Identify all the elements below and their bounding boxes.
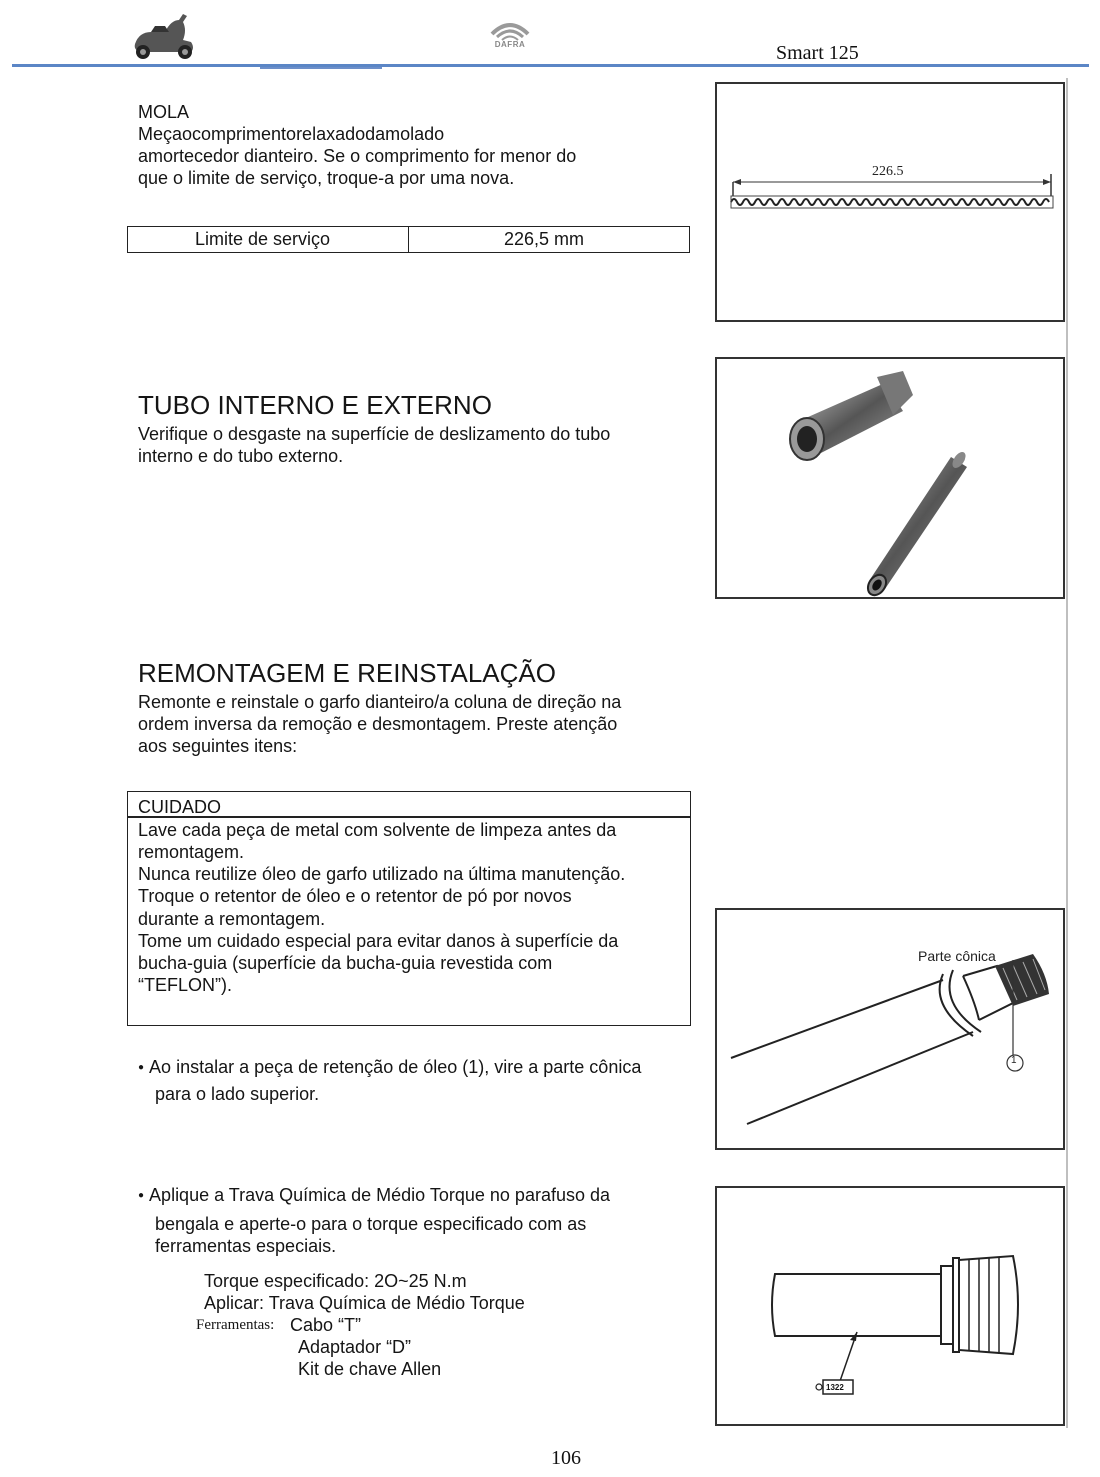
tools-label: Ferramentas: (196, 1317, 275, 1333)
tubes-text-line: Verifique o desgaste na superfície de deslizamento do tubo (138, 424, 611, 444)
oil-seal-illustration (717, 910, 1063, 1148)
callout-number: 1 (1011, 1055, 1017, 1066)
spring-heading: MOLA (138, 102, 190, 122)
caution-line: Nunca reutilize óleo de garfo utilizado na última manutenção. (138, 864, 626, 884)
bullet-oil-seal-continued: para o lado superior. (155, 1084, 320, 1104)
page-number: 106 (551, 1447, 581, 1469)
parts-tag-number: 1322 (826, 1383, 844, 1392)
dafra-logo-text: DAFRA (494, 40, 526, 49)
service-limit-table (127, 226, 690, 253)
tubes-illustration (717, 359, 1063, 597)
torque-apply: Aplicar: Trava Química de Médio Torque (204, 1293, 525, 1313)
caution-line: Lave cada peça de metal com solvente de limpeza antes da (138, 820, 617, 840)
header-title: Smart 125 (776, 42, 859, 64)
dafra-logo (488, 18, 532, 54)
spring-text-line: Meçaocomprimentorelaxadodamolado (138, 124, 445, 144)
spring-figure (715, 82, 1065, 322)
spring-dimension-label: 226.5 (872, 164, 904, 179)
caution-line: remontagem. (138, 842, 245, 862)
bolt-illustration (717, 1188, 1063, 1424)
caution-line: Tome um cuidado especial para evitar danos à superfície da (138, 931, 619, 951)
service-limit-label: Limite de serviço (128, 227, 409, 252)
caution-line: “TEFLON”). (138, 975, 232, 995)
tubes-text-line: interno e do tubo externo. (138, 446, 344, 466)
tool-item: Adaptador “D” (298, 1337, 412, 1357)
oil-seal-figure (715, 908, 1065, 1150)
bullet-oil-seal: ● Ao instalar a peça de retenção de óleo (1), vire a parte cônica (138, 1056, 641, 1083)
reassembly-text-line: aos seguintes itens: (138, 736, 298, 756)
spring-text-line: que o limite de serviço, troque-a por uma nova. (138, 168, 515, 188)
bullet-thread-lock-continued: ferramentas especiais. (155, 1236, 337, 1256)
tool-item: Cabo “T” (290, 1315, 362, 1335)
caution-heading: CUIDADO (138, 797, 222, 817)
bullet-thread-lock-continued: bengala e aperte-o para o torque especificado com as (155, 1214, 587, 1234)
reassembly-text-line: Remonte e reinstale o garfo dianteiro/a coluna de direção na (138, 692, 622, 712)
tubes-heading: TUBO INTERNO E EXTERNO (138, 390, 492, 420)
spring-text-line: amortecedor dianteiro. Se o comprimento for menor do (138, 146, 577, 166)
tool-item: Kit de chave Allen (298, 1359, 442, 1379)
bullet-thread-lock: ● Aplique a Trava Química de Médio Torque no parafuso da (138, 1184, 610, 1211)
tubes-figure (715, 357, 1065, 599)
caution-line: durante a remontagem. (138, 909, 326, 929)
header-rule (12, 64, 1089, 67)
scooter-logo (125, 8, 200, 60)
conical-part-label: Parte cônica (918, 948, 996, 964)
caution-line: bucha-guia (superfície da bucha-guia revestida com (138, 953, 553, 973)
service-limit-value: 226,5 mm (504, 229, 585, 249)
page-edge-rule (1066, 78, 1068, 1428)
reassembly-text-line: ordem inversa da remoção e desmontagem. Preste atenção (138, 714, 618, 734)
torque-spec: Torque especificado: 2O~25 N.m (204, 1271, 467, 1291)
header-rule-accent (260, 67, 382, 69)
spring-illustration (717, 84, 1063, 320)
reassembly-heading: REMONTAGEM E REINSTALAÇÃO (138, 658, 556, 688)
bolt-figure (715, 1186, 1065, 1426)
caution-line: Troque o retentor de óleo e o retentor de pó por novos (138, 886, 572, 906)
